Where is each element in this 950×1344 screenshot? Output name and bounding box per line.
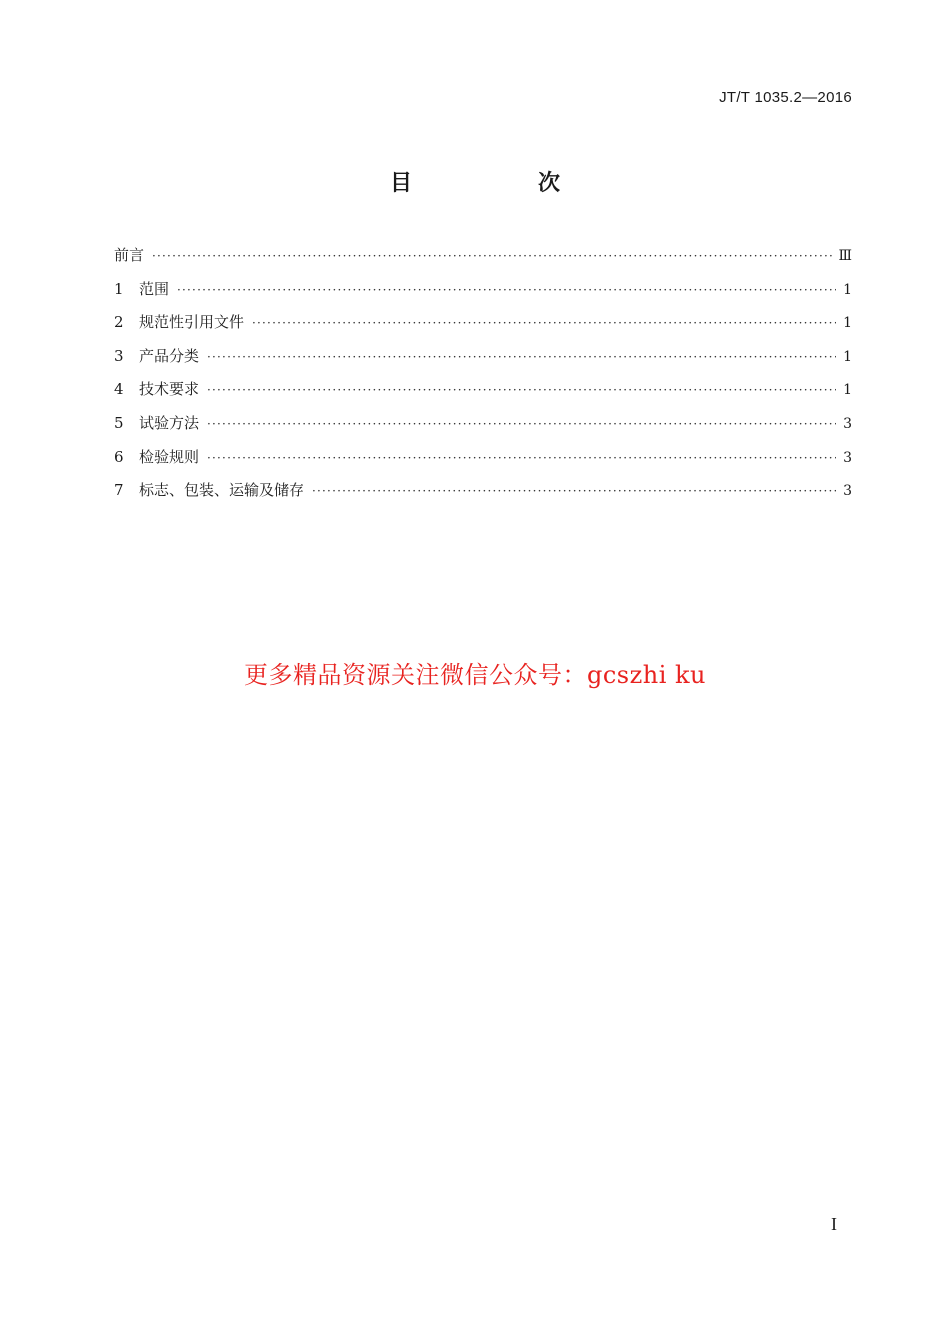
toc-dot-leader xyxy=(252,316,836,330)
toc-entry-number: 3 xyxy=(114,346,124,365)
toc-entry-page: 1 xyxy=(843,348,852,365)
toc-entry-number: 1 xyxy=(114,279,124,298)
toc-entry-number: 7 xyxy=(114,481,124,500)
toc-entry-label: 前言 xyxy=(114,246,145,264)
toc-entry-scope[interactable] xyxy=(114,278,852,312)
toc-entry-number: 6 xyxy=(114,447,124,466)
toc-dot-leader xyxy=(207,417,836,431)
toc-entry-page: 3 xyxy=(843,415,852,432)
toc-dot-leader xyxy=(207,451,836,465)
toc-entry-inspection-rules[interactable] xyxy=(114,446,852,480)
toc-entry-page: Ⅲ xyxy=(838,248,852,264)
toc-entry-label: 标志、包装、运输及储存 xyxy=(139,481,305,500)
standard-code: JT/T 1035.2—2016 xyxy=(719,89,852,106)
toc-entry-product-classification[interactable] xyxy=(114,345,852,379)
toc-entry-marking-packaging[interactable] xyxy=(114,479,852,513)
toc-dot-leader xyxy=(152,249,832,263)
toc-entry-page: 3 xyxy=(843,483,852,500)
toc-entry-normative-references[interactable] xyxy=(114,311,852,345)
toc-entry-page: 1 xyxy=(843,315,852,332)
toc-dot-leader xyxy=(312,484,836,498)
toc-entry-label: 产品分类 xyxy=(139,346,200,365)
toc-entry-page: 1 xyxy=(843,281,852,298)
page-number: I xyxy=(831,1214,837,1234)
toc-entry-technical-requirements[interactable] xyxy=(114,378,852,412)
toc-entry-test-methods[interactable] xyxy=(114,412,852,446)
toc-entry-label: 检验规则 xyxy=(139,447,200,466)
toc-entry-page: 3 xyxy=(843,449,852,466)
toc-entry-number: 5 xyxy=(114,413,124,432)
toc-entry-foreword[interactable] xyxy=(114,244,852,278)
toc-dot-leader xyxy=(207,383,836,397)
toc-entry-number: 4 xyxy=(114,380,124,399)
toc-entry-label: 范围 xyxy=(139,279,170,298)
toc-dot-leader xyxy=(177,283,836,297)
page-title: 目 次 xyxy=(389,171,612,196)
promo-watermark-text: 更多精品资源关注微信公众号：gcszhi ku xyxy=(243,661,707,689)
toc-entry-label: 规范性引用文件 xyxy=(139,313,245,332)
toc-entry-number: 2 xyxy=(114,313,124,332)
toc-entry-page: 1 xyxy=(843,382,852,399)
toc-entry-label: 技术要求 xyxy=(139,380,200,399)
toc-dot-leader xyxy=(207,350,836,364)
toc-entry-label: 试验方法 xyxy=(139,413,200,432)
table-of-contents xyxy=(114,244,852,513)
